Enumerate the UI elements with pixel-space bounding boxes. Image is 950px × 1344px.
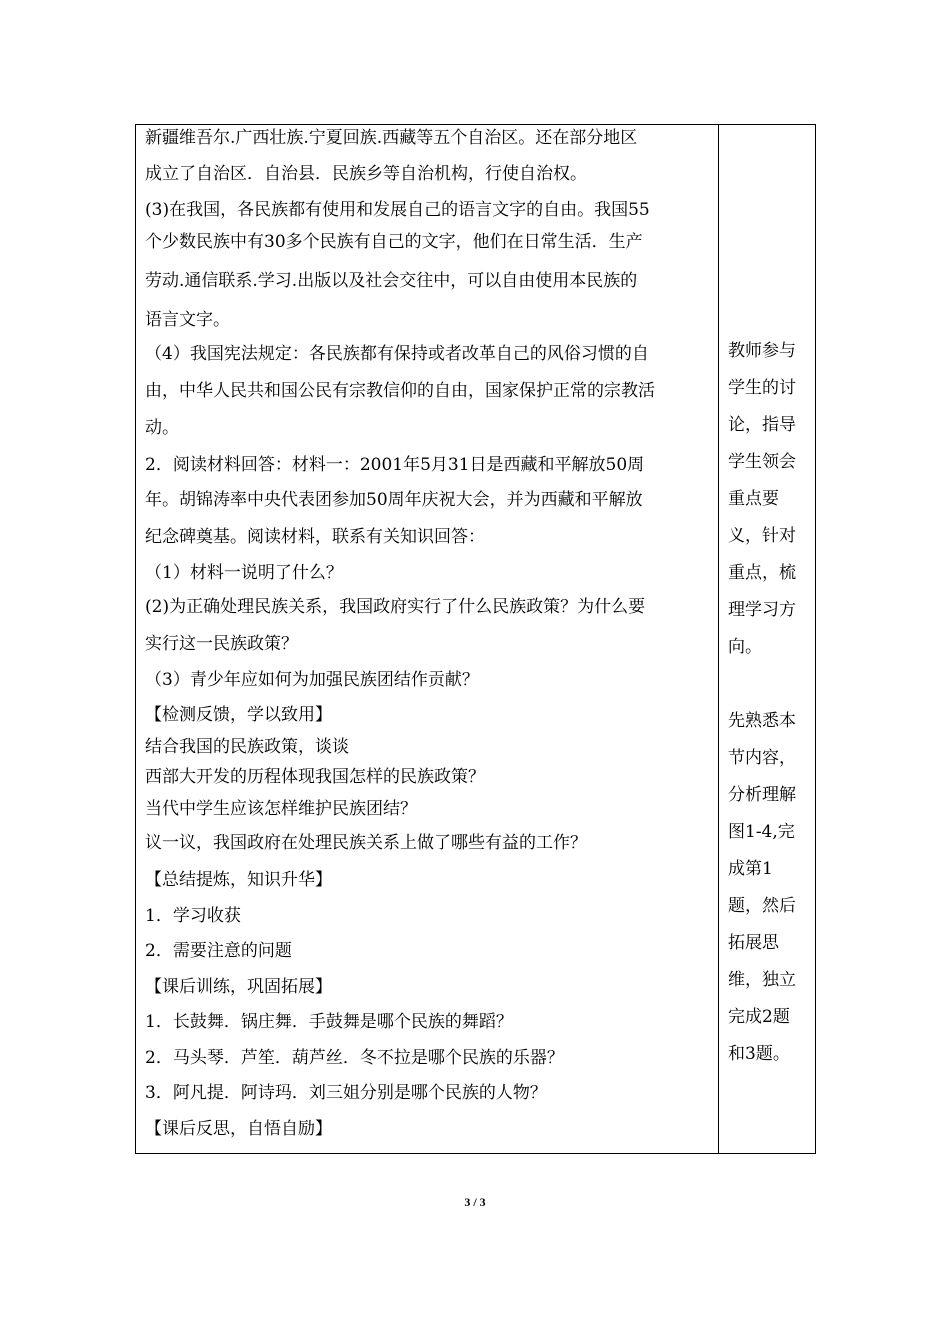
teacher-notes-column [719, 125, 815, 1153]
main-text-line: 新疆维吾尔.广西壮族.宁夏回族.西藏等五个自治区。还在部分地区 [145, 128, 638, 148]
main-text-line: 【总结提炼，知识升华】 [145, 870, 332, 890]
main-text-line: 议一议，我国政府在处理民族关系上做了哪些有益的工作？ [145, 833, 587, 853]
side-text-line: 节内容， [728, 748, 796, 768]
main-text-line: (3)在我国，各民族都有使用和发展自己的语言文字的自由。我国55 [145, 200, 650, 220]
main-text-line: 纪念碑奠基。阅读材料，联系有关知识回答： [145, 527, 485, 547]
side-text-line: 学生领会 [728, 452, 796, 472]
main-text-line: 【课后训练，巩固拓展】 [145, 977, 332, 997]
main-text-line: 个少数民族中有30多个民族有自己的文字，他们在日常生活．生产 [145, 232, 643, 252]
main-content-column [136, 125, 719, 1153]
main-text-line: 3．阿凡提．阿诗玛．刘三姐分别是哪个民族的人物？ [145, 1083, 547, 1103]
main-text-line: 【课后反思，自悟自励】 [145, 1119, 332, 1139]
main-text-line: 由，中华人民共和国公民有宗教信仰的自由，国家保护正常的宗教活 [145, 381, 655, 401]
main-text-line: 2．阅读材料回答：材料一：2001年5月31日是西藏和平解放50周 [145, 455, 645, 475]
page-number: 3 / 3 [464, 1195, 486, 1209]
main-text-line: （4）我国宪法规定：各民族都有保持或者改革自己的风俗习惯的自 [145, 344, 649, 364]
side-text-line: 分析理解 [728, 785, 796, 805]
main-text-line: （3）青少年应如何为加强民族团结作贡献？ [145, 670, 479, 690]
side-text-line: 理学习方 [728, 600, 796, 620]
main-text-line: （1）材料一说明了什么？ [145, 563, 343, 583]
main-text-line: 西部大开发的历程体现我国怎样的民族政策？ [145, 767, 485, 787]
side-text-line: 重点要 [728, 489, 779, 509]
side-text-line: 图1-4,完 [728, 822, 795, 842]
side-text-line: 论，指导 [728, 415, 796, 435]
side-text-line: 维，独立 [728, 970, 796, 990]
main-text-line: (2)为正确处理民族关系，我国政府实行了什么民族政策？为什么要 [145, 597, 646, 617]
main-text-line: 语言文字。 [145, 310, 230, 330]
main-text-line: 1．长鼓舞．锅庄舞．手鼓舞是哪个民族的舞蹈？ [145, 1012, 513, 1032]
main-text-line: 2．马头琴．芦笙．葫芦丝．冬不拉是哪个民族的乐器？ [145, 1048, 564, 1068]
side-text-line: 成第1 [728, 859, 773, 879]
lesson-table [135, 124, 816, 1154]
main-text-line: 动。 [145, 418, 179, 438]
main-text-line: 成立了自治区．自治县．民族乡等自治机构，行使自治权。 [145, 164, 587, 184]
main-text-line: 劳动.通信联系.学习.出版以及社会交往中，可以自由使用本民族的 [145, 271, 638, 291]
side-text-line: 和3题。 [728, 1044, 790, 1064]
side-text-line: 题，然后 [728, 896, 796, 916]
side-text-line: 拓展思 [728, 933, 779, 953]
side-text-line: 重点，梳 [728, 563, 796, 583]
main-text-line: 1．学习收获 [145, 906, 241, 926]
side-text-line: 学生的讨 [728, 378, 796, 398]
main-text-line: 当代中学生应该怎样维护民族团结？ [145, 799, 417, 819]
side-text-line: 义，针对 [728, 526, 796, 546]
side-text-line: 向。 [728, 637, 762, 657]
main-text-line: 2．需要注意的问题 [145, 941, 292, 961]
side-text-line: 教师参与 [728, 341, 796, 361]
side-text-line: 完成2题 [728, 1007, 790, 1027]
main-text-line: 结合我国的民族政策，谈谈 [145, 737, 349, 757]
main-text-line: 【检测反馈，学以致用】 [145, 705, 332, 725]
main-text-line: 年。胡锦涛率中央代表团参加50周年庆祝大会，并为西藏和平解放 [145, 490, 643, 510]
side-text-line: 先熟悉本 [728, 711, 796, 731]
main-text-line: 实行这一民族政策？ [145, 634, 298, 654]
